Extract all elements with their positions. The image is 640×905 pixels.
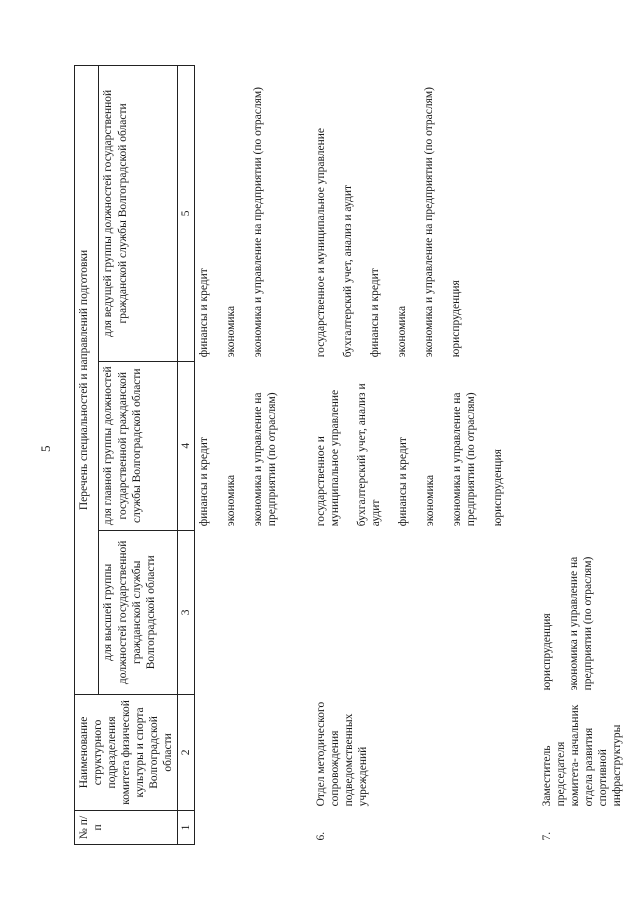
header-main: для главной группы должностей государственной гражданской службы Волгоградской области (99, 361, 178, 530)
unit-name: Заместитель председателя комитета- начальник отдела развития спортивной инфраструктуры (541, 704, 624, 807)
specialties-table (74, 65, 640, 845)
table-row (195, 66, 295, 845)
header-group-title: Перечень специальностей и направлений подготовки (75, 66, 99, 695)
rotated-table-page (74, 65, 624, 845)
column-number: 5 (178, 66, 195, 362)
table-body (195, 66, 640, 845)
specialty-list-lead (312, 66, 520, 362)
row-number (195, 810, 295, 844)
row-spacer (520, 66, 538, 845)
specialty-list-lead (538, 66, 626, 362)
header-name: Наименование структурного подразделения комитета физической культуры и спорта Волгоградской области (75, 694, 178, 810)
row-spacer (294, 66, 312, 845)
row-spacer (626, 66, 640, 845)
unit-name: Отдел методического сопровождения подведомственных учреждений (315, 701, 370, 807)
specialty-list-main (312, 361, 520, 530)
page-number: 5 (38, 445, 53, 452)
specialty-list-higher (195, 530, 295, 694)
table-row (312, 66, 520, 845)
specialty-item: юриспруденция (541, 613, 554, 691)
specialty-list-main (538, 361, 626, 530)
column-number: 4 (178, 361, 195, 530)
specialty-item: экономика (424, 474, 437, 527)
specialty-list-main (195, 361, 295, 530)
specialty-item: государственное и муниципальное управление (315, 127, 328, 358)
specialty-item: экономика и управление на предприятии (по отраслям) (252, 392, 279, 527)
specialty-item: государственное и муниципальное управление (315, 389, 342, 527)
header-num: № п/п (75, 810, 178, 844)
specialty-list-higher (312, 530, 520, 694)
column-number: 1 (178, 810, 195, 844)
specialty-item: экономика и управление на предприятии (по отраслям) (568, 556, 595, 691)
header-lead: для ведущей группы должностей государственной гражданской службы Волгоградской области (99, 66, 178, 362)
specialty-item: юриспруденция (450, 280, 463, 358)
column-number: 2 (178, 694, 195, 810)
specialty-item: финансы и кредит (198, 268, 211, 358)
specialty-item: экономика и управление на предприятии (по отраслям) (423, 86, 436, 358)
specialty-item: экономика (225, 305, 238, 358)
specialty-item: экономика и управление на предприятии (по отраслям) (451, 392, 478, 527)
specialty-item: финансы и кредит (369, 268, 382, 358)
header-higher: для высшей группы должностей государственной гражданской службы Волгоградской области (99, 530, 178, 694)
specialty-item: экономика и управление на предприятии (по отраслям) (252, 86, 265, 358)
specialty-item: бухгалтерский учет, анализ и аудит (342, 184, 355, 358)
unit-name (195, 694, 295, 810)
specialty-list-lead (195, 66, 295, 362)
specialty-item: экономика (396, 305, 409, 358)
specialty-list-higher (538, 530, 626, 694)
row-number: 6. (315, 831, 328, 841)
specialty-item: бухгалтерский учет, анализ и аудит (356, 383, 383, 527)
column-number: 3 (178, 530, 195, 694)
specialty-item: финансы и кредит (397, 437, 410, 527)
specialty-item: экономика (225, 474, 238, 527)
specialty-item: финансы и кредит (198, 437, 211, 527)
table-row (538, 66, 626, 845)
row-number: 7. (541, 831, 554, 841)
specialty-item: юриспруденция (492, 449, 505, 527)
